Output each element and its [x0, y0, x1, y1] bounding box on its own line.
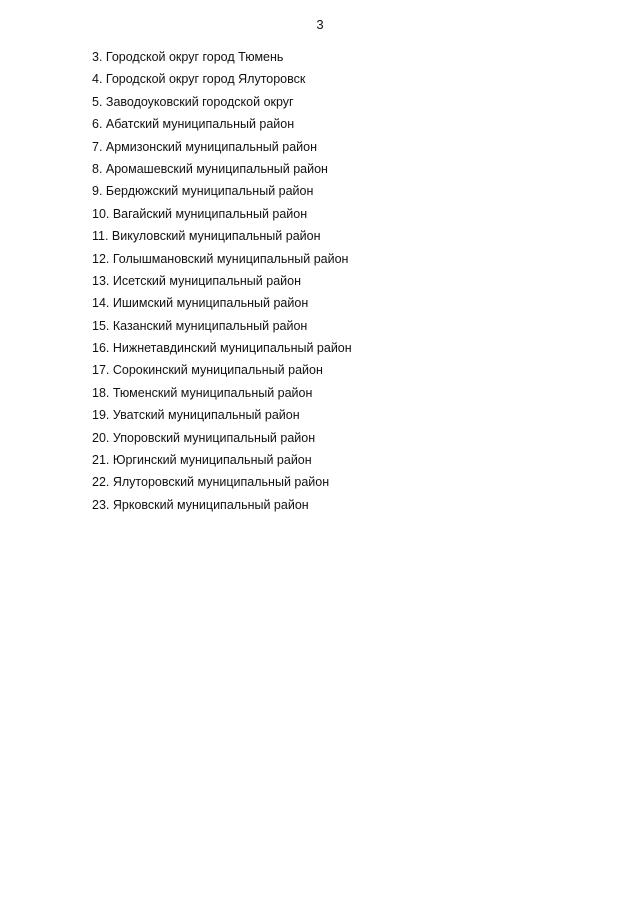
list-item: 9. Бердюжский муниципальный район: [92, 184, 314, 199]
list-item: 4. Городской округ город Ялуторовск: [92, 72, 306, 87]
list-item: 13. Исетский муниципальный район: [92, 273, 301, 288]
list-item: 7. Армизонский муниципальный район: [92, 139, 317, 154]
list-item: 16. Нижнетавдинский муниципальный район: [92, 341, 352, 356]
list-item: 5. Заводоуковский городской округ: [92, 94, 294, 109]
list-item: 19. Уватский муниципальный район: [92, 408, 300, 423]
list-item: 8. Аромашевский муниципальный район: [92, 161, 328, 176]
list-item: 11. Викуловский муниципальный район: [92, 229, 321, 244]
municipality-list: [92, 49, 352, 519]
list-item: 23. Ярковский муниципальный район: [92, 497, 309, 512]
list-item: 20. Упоровский муниципальный район: [92, 430, 316, 445]
list-item: 21. Юргинский муниципальный район: [92, 453, 312, 468]
list-item: 3. Городской округ город Тюмень: [92, 50, 284, 64]
list-item: 14. Ишимский муниципальный район: [92, 296, 309, 311]
list-item: 22. Ялуторовский муниципальный район: [92, 475, 330, 490]
list-item: 6. Абатский муниципальный район: [92, 117, 295, 132]
page-number: 3: [316, 17, 324, 32]
list-item: 18. Тюменский муниципальный район: [92, 385, 313, 400]
list-item: 12. Голышмановский муниципальный район: [92, 251, 349, 266]
list-item: 10. Вагайский муниципальный район: [92, 206, 308, 221]
list-item: 15. Казанский муниципальный район: [92, 318, 308, 333]
list-item: 17. Сорокинский муниципальный район: [92, 363, 323, 378]
